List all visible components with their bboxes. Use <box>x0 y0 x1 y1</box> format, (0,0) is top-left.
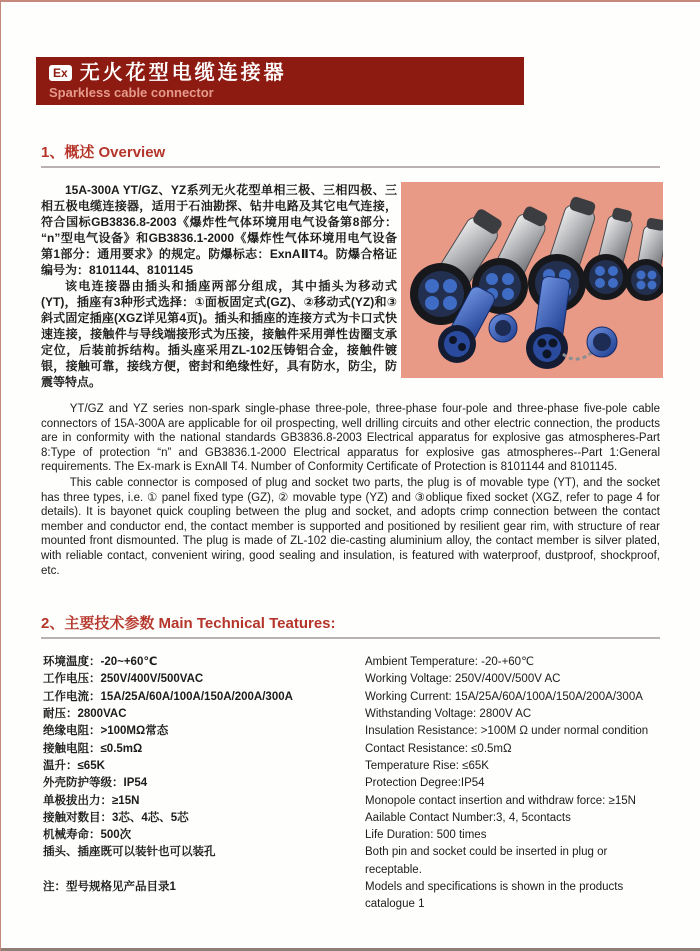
spec-zh: 耐压：2800VAC <box>43 708 127 721</box>
technical-parameters-list <box>43 654 660 913</box>
spec-zh: 工作电压：250V/400V/500VAC <box>43 673 204 686</box>
overview-block <box>41 182 660 390</box>
spec-row <box>43 810 660 827</box>
product-photo <box>401 182 663 378</box>
spec-en: Both pin and socket could be inserted in plug or receptable. <box>365 846 608 876</box>
page-subtitle: Sparkless cable connector <box>49 85 214 100</box>
spec-zh: 环境温度：-20~+60℃ <box>43 656 158 669</box>
spec-row <box>43 654 660 671</box>
spec-zh: 接触电阻：≤0.5mΩ <box>43 742 143 755</box>
spec-row <box>43 793 660 810</box>
spec-en: Monopole contact insertion and withdraw force: ≥15N <box>365 794 636 807</box>
overview-chinese-column <box>41 182 397 390</box>
ex-mark-icon: Ex <box>49 65 72 81</box>
spec-en: Protection Degree:IP54 <box>365 777 485 790</box>
spec-en: Working Voltage: 250V/400V/500V AC <box>365 673 561 686</box>
spec-en: Temperature Rise: ≤65K <box>365 759 489 772</box>
spec-en: Withstanding Voltage: 2800V AC <box>365 708 532 721</box>
spec-en: Models and specifications is shown in the products catalogue 1 <box>365 880 624 911</box>
overview-english-block <box>41 402 660 578</box>
spec-row <box>43 689 660 706</box>
overview-zh-paragraph-1: 15A-300A YT/GZ、YZ系列无火花型单相三极、三相四极、三相五极电缆连接器，适用于石油勘探、钻井电路及其它电气连接，符合国标GB3836.8-2003《爆炸性气体环境用电气设备第8部分：“n”型电气设备》和GB3836.1-2000《爆炸性气体环境用电气设备第1部分：通用要求》的规定。防爆标志：ExnAⅡT4。防爆合格证编号为：8101144、8101145 <box>41 183 397 277</box>
overview-en-paragraph-1: YT/GZ and YZ series non-spark single-phase three-pole, three-phase four-pole and three-phase five-pole cable connectors of 15A-300A are applicable for oil prospecting, well drilling circuits and other electric connection, the products are in conformity with the national standards GB3836.8-2003 Electrical apparatus for explosive gas atmospheres-Part 8:Type of protection “n” and GB3836.1-2000 Electrical apparatus for explosive gas atmospheres--Part 1:General requirements. The Ex-mark is ExnAⅡ T4. Number of Conformity Certificate of Protection is 8101144 and 8101145. <box>41 403 660 474</box>
section2-heading-text: 2、主要技术参数 Main Technical Teatures: <box>41 615 336 633</box>
spec-en: Aailable Contact Number:3, 4, 5contacts <box>365 811 571 824</box>
spec-row <box>43 671 660 688</box>
page-title: 无火花型电缆连接器 <box>79 62 287 84</box>
overview-en-paragraph-2: This cable connector is composed of plug and socket two parts, the plug is of movable type (YT), and the socket has three types, i.e. ① panel fixed type (GZ), ② movable type (YZ) and ③oblique fixed socket (XGZ, refer to page 4 for details). It is bayonet quick coupling between the plug and socket, and adopts crimp connection between the contact member and conductor end, the contact member is supported and positioned by resilient gear rim, with structure of rear mounted front dismounted. The plug is made of ZL-102 die-casting aluminium alloy, the contact member is silver plated, with reliable contact, convenient wiring, good sealing and insulation, is featured with waterproof, dustproof, shockproof, etc. <box>41 476 660 577</box>
spec-row <box>43 723 660 740</box>
overview-zh-paragraph-2: 该电连接器由插头和插座两部分组成，其中插头为移动式(YT)，插座有3种形式选择：①面板固定式(GZ)、②移动式(YZ)和③斜式固定插座(XGZ详见第4页)。插头和插座的连接方式为卡口式快速连接，接触件与导线端接形式为压接，接触件采用弹性齿圈支承定位，后装前拆结构。插头座采用ZL-102压铸铝合金，接触件镀银，接触可靠，接线方便，密封和绝缘性好，具有防水，防尘，防震等特点。 <box>41 279 397 389</box>
spec-zh: 绝缘电阻：>100MΩ常态 <box>43 725 169 738</box>
spec-zh: 外壳防护等级：IP54 <box>43 777 148 790</box>
spec-zh: 机械寿命：500次 <box>43 829 132 842</box>
spec-row <box>43 879 660 914</box>
spec-row <box>43 827 660 844</box>
spec-row <box>43 741 660 758</box>
section2-heading <box>41 612 660 639</box>
spec-row <box>43 706 660 723</box>
spec-zh: 温升：≤65K <box>43 759 105 772</box>
section1-heading-text: 1、概述 Overview <box>41 144 166 161</box>
spec-zh: 工作电流：15A/25A/60A/100A/150A/200A/300A <box>43 690 293 703</box>
spec-en: Insulation Resistance: >100M Ω under normal condition <box>365 725 649 738</box>
spec-en: Working Current: 15A/25A/60A/100A/150A/200A/300A <box>365 690 643 703</box>
spec-row <box>43 844 660 879</box>
spec-row <box>43 775 660 792</box>
connectors-photo-illustration <box>401 182 663 378</box>
spec-zh: 插头、插座既可以装针也可以装孔 <box>43 846 216 859</box>
spec-zh: 单极拔出力：≥15N <box>43 794 140 807</box>
section1-heading <box>41 141 660 168</box>
spec-en: Ambient Temperature: -20-+60℃ <box>365 656 534 669</box>
spec-row <box>43 758 660 775</box>
spec-en: Life Duration: 500 times <box>365 829 487 842</box>
page-banner <box>36 57 524 105</box>
spec-zh: 注：型号规格见产品目录1 <box>43 880 176 893</box>
spec-zh: 接触对数目：3芯、4芯、5芯 <box>43 811 189 824</box>
spec-en: Contact Resistance: ≤0.5mΩ <box>365 742 512 755</box>
